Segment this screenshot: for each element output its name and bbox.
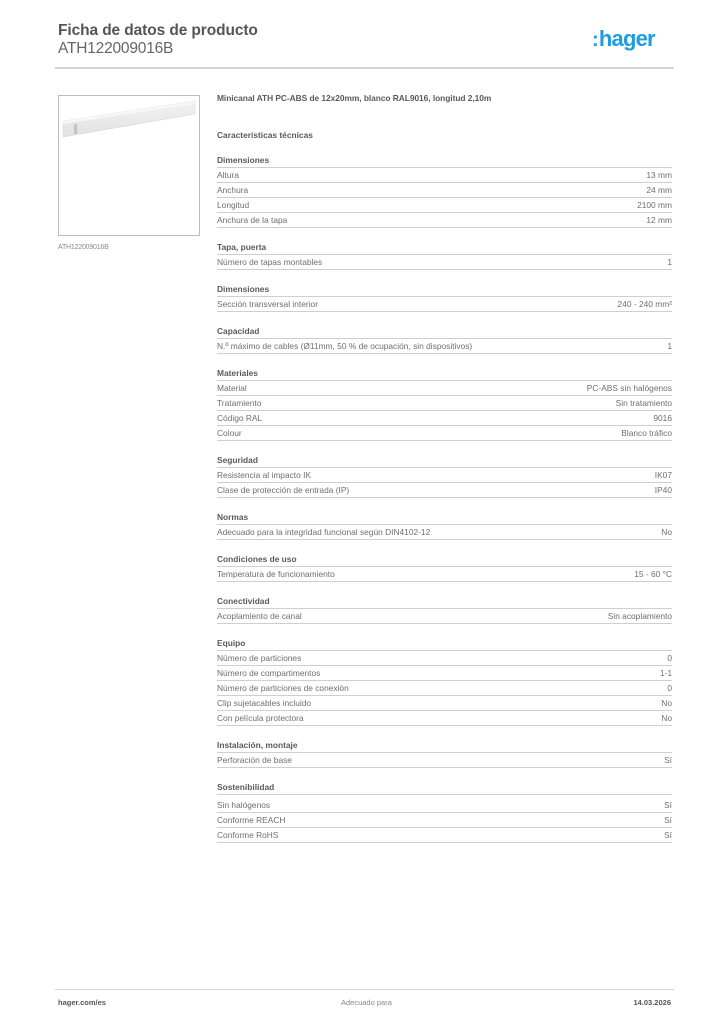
spec-label: Acoplamiento de canal: [217, 611, 302, 621]
header-divider: [55, 67, 674, 69]
spec-value: 9016: [653, 413, 672, 423]
spec-value: Sí: [664, 815, 672, 825]
spec-label: Conforme RoHS: [217, 830, 279, 840]
spec-label: Material: [217, 383, 247, 393]
spec-label: Anchura de la tapa: [217, 215, 288, 225]
cable-trunking-image-icon: [59, 96, 199, 235]
section-heading: Condiciones de uso: [217, 553, 672, 567]
spec-value: Sí: [664, 830, 672, 840]
spec-row: [217, 198, 672, 213]
spec-label: Con película protectora: [217, 713, 304, 723]
technical-datasheet: [217, 92, 672, 843]
spec-row: [217, 183, 672, 198]
spec-value: 0: [667, 683, 672, 693]
spec-value: No: [661, 698, 672, 708]
spec-row: [217, 483, 672, 498]
spec-row: [217, 798, 672, 813]
spec-value: Sí: [664, 800, 672, 810]
spec-value: No: [661, 527, 672, 537]
spec-value: 0: [667, 653, 672, 663]
spec-row: [217, 609, 672, 624]
section-heading: Tapa, puerta: [217, 241, 672, 255]
spec-value: 1: [667, 341, 672, 351]
spec-label: Adecuado para la integridad funcional según DIN4102-12: [217, 527, 431, 537]
section-heading: Instalación, montaje: [217, 739, 672, 753]
spec-section: [217, 154, 672, 228]
spec-section: [217, 595, 672, 624]
spec-label: Sin halógenos: [217, 800, 271, 810]
spec-value: 240 - 240 mm²: [617, 299, 672, 309]
spec-section: [217, 553, 672, 582]
spec-row: [217, 696, 672, 711]
logo-text: hager: [598, 26, 655, 51]
spec-section: [217, 283, 672, 312]
spec-label: Número de compartimentos: [217, 668, 321, 678]
product-image: [58, 95, 200, 236]
spec-section: [217, 511, 672, 540]
product-code: ATH122009016B: [58, 40, 174, 57]
document-title: Ficha de datos de producto: [58, 22, 258, 39]
spec-row: [217, 213, 672, 228]
spec-label: Sección transversal interior: [217, 299, 319, 309]
spec-value: 1-1: [659, 668, 672, 678]
spec-value: IP40: [654, 485, 672, 495]
section-heading: Dimensiones: [217, 154, 672, 168]
section-heading: Conectividad: [217, 595, 672, 609]
spec-row: [217, 396, 672, 411]
spec-row: [217, 297, 672, 312]
spec-row: [217, 468, 672, 483]
spec-row: [217, 753, 672, 768]
image-caption: ATH122009016B: [58, 244, 109, 251]
spec-label: Colour: [217, 428, 242, 438]
spec-section: [217, 637, 672, 726]
spec-value: 13 mm: [646, 170, 672, 180]
spec-value: Blanco tráfico: [621, 428, 672, 438]
spec-value: 24 mm: [646, 185, 672, 195]
spec-row: [217, 681, 672, 696]
spec-label: Altura: [217, 170, 239, 180]
spec-label: Resistencia al impacto IK: [217, 470, 312, 480]
spec-label: Código RAL: [217, 413, 263, 423]
footer-date: 14.03.2026: [633, 998, 671, 1007]
spec-label: Número de particiones: [217, 653, 302, 663]
spec-row: [217, 339, 672, 354]
spec-row: [217, 168, 672, 183]
spec-label: Longitud: [217, 200, 250, 210]
spec-section: [217, 241, 672, 270]
spec-label: Número de tapas montables: [217, 257, 323, 267]
spec-label: Conforme REACH: [217, 815, 286, 825]
section-heading: Seguridad: [217, 454, 672, 468]
spec-label: Anchura: [217, 185, 249, 195]
section-heading: Capacidad: [217, 325, 672, 339]
spec-row: [217, 711, 672, 726]
section-heading: Dimensiones: [217, 283, 672, 297]
section-heading: Normas: [217, 511, 672, 525]
spec-section: [217, 781, 672, 843]
spec-row: [217, 651, 672, 666]
spec-row: [217, 567, 672, 582]
spec-label: Tratamiento: [217, 398, 262, 408]
spec-value: IK07: [654, 470, 672, 480]
spec-value: Sin tratamiento: [615, 398, 672, 408]
section-heading: Materiales: [217, 367, 672, 381]
spec-label: Clase de protección de entrada (IP): [217, 485, 350, 495]
footer-website-link[interactable]: hager.com/es: [58, 998, 106, 1007]
spec-row: [217, 255, 672, 270]
spec-value: Sin acoplamiento: [607, 611, 672, 621]
spec-value: No: [661, 713, 672, 723]
spec-section: [217, 454, 672, 498]
footer-center-text: Adecuado para: [341, 998, 392, 1007]
spec-section: [217, 739, 672, 768]
spec-label: Número de particiones de conexión: [217, 683, 349, 693]
spec-section: [217, 325, 672, 354]
section-heading: Equipo: [217, 637, 672, 651]
spec-value: PC-ABS sin halógenos: [586, 383, 672, 393]
logo-dots: :: [592, 29, 598, 51]
footer-divider: [55, 989, 674, 990]
spec-sections: [217, 154, 672, 843]
spec-value: Sí: [664, 755, 672, 765]
spec-row: [217, 411, 672, 426]
spec-value: 1: [667, 257, 672, 267]
spec-label: N.º máximo de cables (Ø11mm, 50 % de ocupación, sin dispositivos): [217, 341, 473, 351]
characteristics-title: Características técnicas: [217, 130, 313, 140]
spec-label: Perforación de base: [217, 755, 292, 765]
product-title: Minicanal ATH PC-ABS de 12x20mm, blanco RAL9016, longitud 2,10m: [217, 93, 492, 103]
spec-row: [217, 813, 672, 828]
spec-row: [217, 666, 672, 681]
spec-row: [217, 525, 672, 540]
hager-logo: [592, 28, 655, 50]
spec-value: 12 mm: [646, 215, 672, 225]
spec-row: [217, 828, 672, 843]
spec-row: [217, 381, 672, 396]
spec-value: 2100 mm: [637, 200, 672, 210]
spec-label: Clip sujetacables incluido: [217, 698, 312, 708]
spec-row: [217, 426, 672, 441]
spec-value: 15 - 60 °C: [634, 569, 672, 579]
spec-label: Temperatura de funcionamiento: [217, 569, 335, 579]
section-heading: Sostenibilidad: [217, 781, 672, 795]
spec-section: [217, 367, 672, 441]
